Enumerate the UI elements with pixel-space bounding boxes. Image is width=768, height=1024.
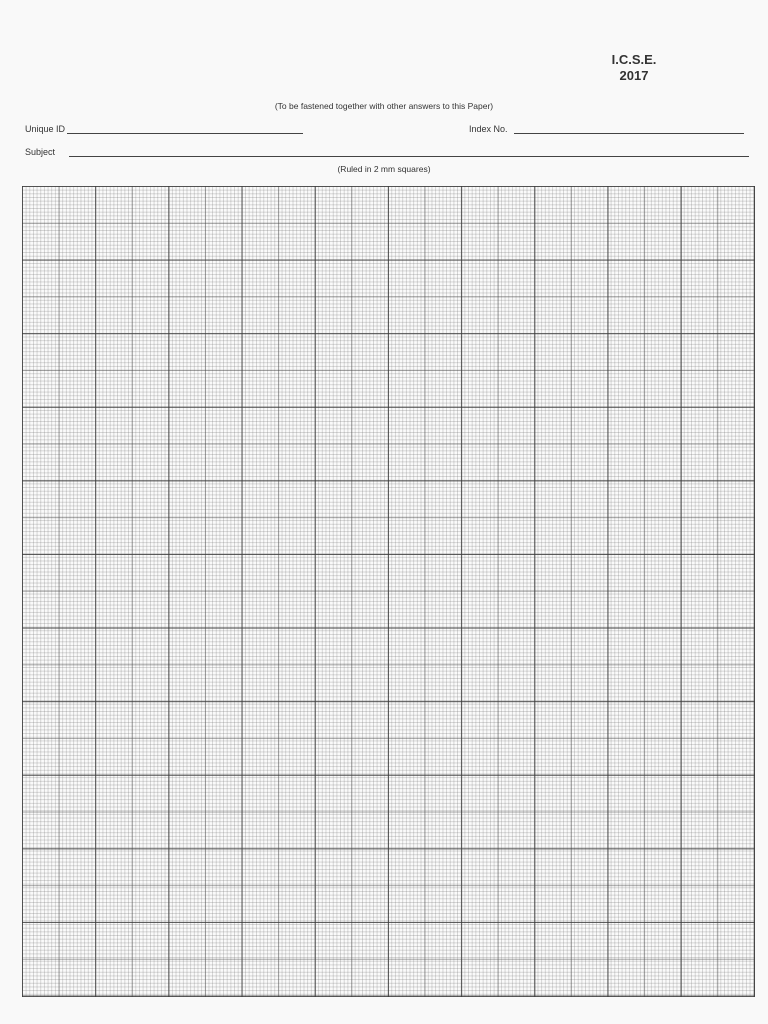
graph-grid[interactable]: [22, 186, 755, 997]
index-no-label: Index No.: [469, 124, 508, 134]
index-no-field[interactable]: [469, 124, 744, 134]
unique-id-field[interactable]: [25, 124, 303, 134]
unique-id-line[interactable]: [67, 132, 303, 134]
exam-year: 2017: [619, 68, 649, 83]
subject-field[interactable]: [25, 147, 749, 157]
unique-id-label: Unique ID: [25, 124, 66, 134]
fastening-instruction: (To be fastened together with other answers to this Paper): [274, 101, 494, 111]
subject-label: Subject: [25, 147, 56, 157]
index-no-line[interactable]: [514, 132, 744, 134]
board-name: I.C.S.E.: [611, 52, 657, 67]
exam-header: [594, 52, 674, 84]
subject-line[interactable]: [69, 155, 749, 157]
grid-ruling-note: (Ruled in 2 mm squares): [337, 164, 431, 174]
